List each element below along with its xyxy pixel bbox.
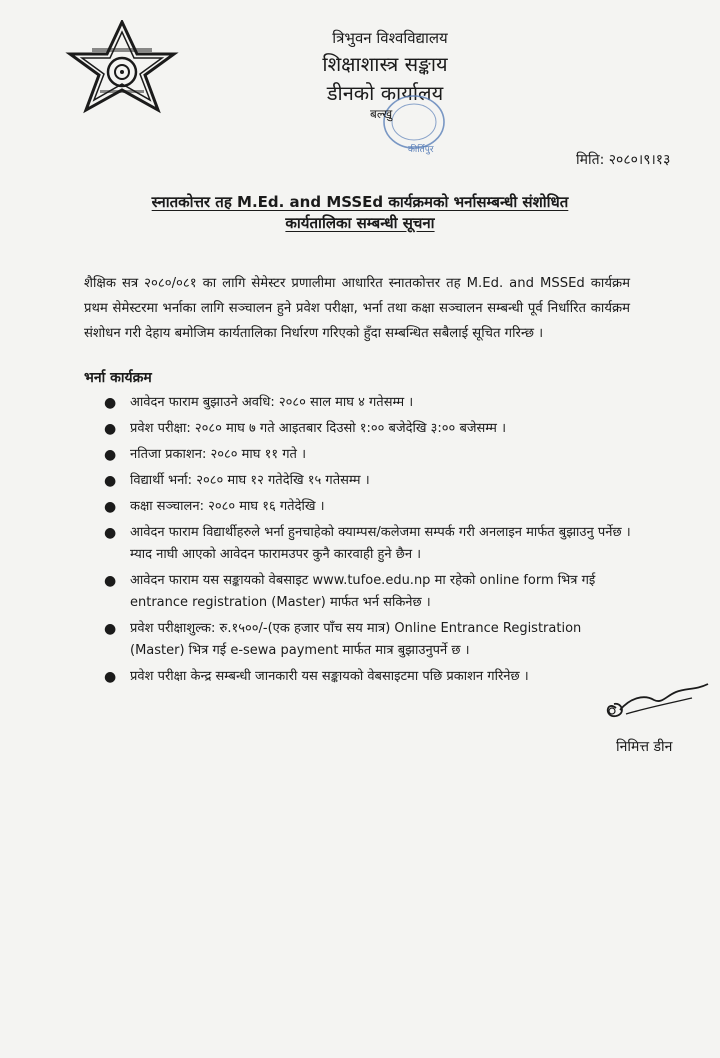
- office-stamp: [368, 88, 448, 160]
- schedule-heading: भर्ना कार्यक्रम: [84, 370, 152, 386]
- list-item: ● आवेदन फाराम यस सङ्कायको वेबसाइट www.tufoe.edu.np मा रहेको online form भित्र गई entrance registration (Master) मार्फत भर्न सकिनेछ ।: [104, 570, 638, 614]
- svg-text:बल्खु: बल्खु: [370, 107, 393, 121]
- notice-date: मिति: २०८०।९।१३: [576, 152, 671, 168]
- list-item: ● आवेदन फाराम बुझाउने अवधि: २०८० साल माघ ४ गतेसम्म ।: [104, 392, 638, 414]
- bullet-icon: ●: [104, 621, 117, 637]
- bullet-icon: ●: [104, 395, 117, 411]
- intro-paragraph: शैक्षिक सत्र २०८०/०८१ का लागि सेमेस्टर प्रणालीमा आधारित स्नातकोत्तर तह M.Ed. and MSSEd कार्यक्रम प्रथम सेमेस्टरमा भर्नाका लागि सञ्चालन हुने प्रवेश परीक्षा, भर्ना तथा कक्षा सञ्चालन सम्बन्धी पूर्व निर्धारित कार्यक्रम संशोधन गरी देहाय बमोजिम कार्यतालिका निर्धारण गरिएको हुँदा सम्बन्धित सबैलाई सूचित गरिन्छ ।: [84, 276, 630, 342]
- bullet-icon: ●: [104, 525, 117, 541]
- notice-title: [140, 192, 580, 234]
- office-name: डीनको कार्यालय: [326, 81, 444, 105]
- signatory-title: निमित्त डीन: [616, 739, 673, 755]
- university-logo: [62, 20, 182, 115]
- notice-title-text: स्नातकोत्तर तह M.Ed. and MSSEd कार्यक्रमको भर्नासम्बन्धी संशोधित कार्यतालिका सम्बन्धी सूचना: [151, 193, 569, 232]
- dean-signature: [596, 678, 714, 728]
- list-item: ● प्रवेश परीक्षाशुल्क: रु.१५००/-(एक हजार पाँच सय मात्र) Online Entrance Registration (Master) भित्र गई e-sewa payment मार्फत मात्र बुझाउनुपर्ने छ ।: [104, 618, 638, 662]
- faculty-name: शिक्षाशास्त्र सङ्काय: [322, 52, 448, 76]
- list-item: ● कक्षा सञ्चालन: २०८० माघ १६ गतेदेखि ।: [104, 496, 638, 518]
- list-item: ● नतिजा प्रकाशन: २०८० माघ ११ गते ।: [104, 444, 638, 466]
- bullet-icon: ●: [104, 421, 117, 437]
- university-name: त्रिभुवन विश्वविद्यालय: [332, 29, 448, 47]
- list-item: ● आवेदन फाराम विद्यार्थीहरुले भर्ना हुनचाहेको क्याम्पस/कलेजमा सम्पर्क गरी अनलाइन मार्फत बुझाउनु पर्नेछ । म्याद नाघी आएको आवेदन फारामउपर कुनै कारवाही हुने छैन ।: [104, 522, 638, 566]
- svg-text:कीर्तिपुर: कीर्तिपुर: [408, 145, 434, 155]
- list-item: ● विद्यार्थी भर्ना: २०८० माघ १२ गतेदेखि १५ गतेसम्म ।: [104, 470, 638, 492]
- schedule-list: [104, 392, 638, 692]
- bullet-icon: ●: [104, 669, 117, 685]
- list-item: ● प्रवेश परीक्षा: २०८० माघ ७ गते आइतबार दिउसो १:०० बजेदेखि ३:०० बजेसम्म ।: [104, 418, 638, 440]
- bullet-icon: ●: [104, 447, 117, 463]
- bullet-icon: ●: [104, 473, 117, 489]
- bullet-icon: ●: [104, 499, 117, 515]
- bullet-icon: ●: [104, 573, 117, 589]
- list-item: ● प्रवेश परीक्षा केन्द्र सम्बन्धी जानकारी यस सङ्कायको वेबसाइटमा पछि प्रकाशन गरिनेछ ।: [104, 666, 638, 688]
